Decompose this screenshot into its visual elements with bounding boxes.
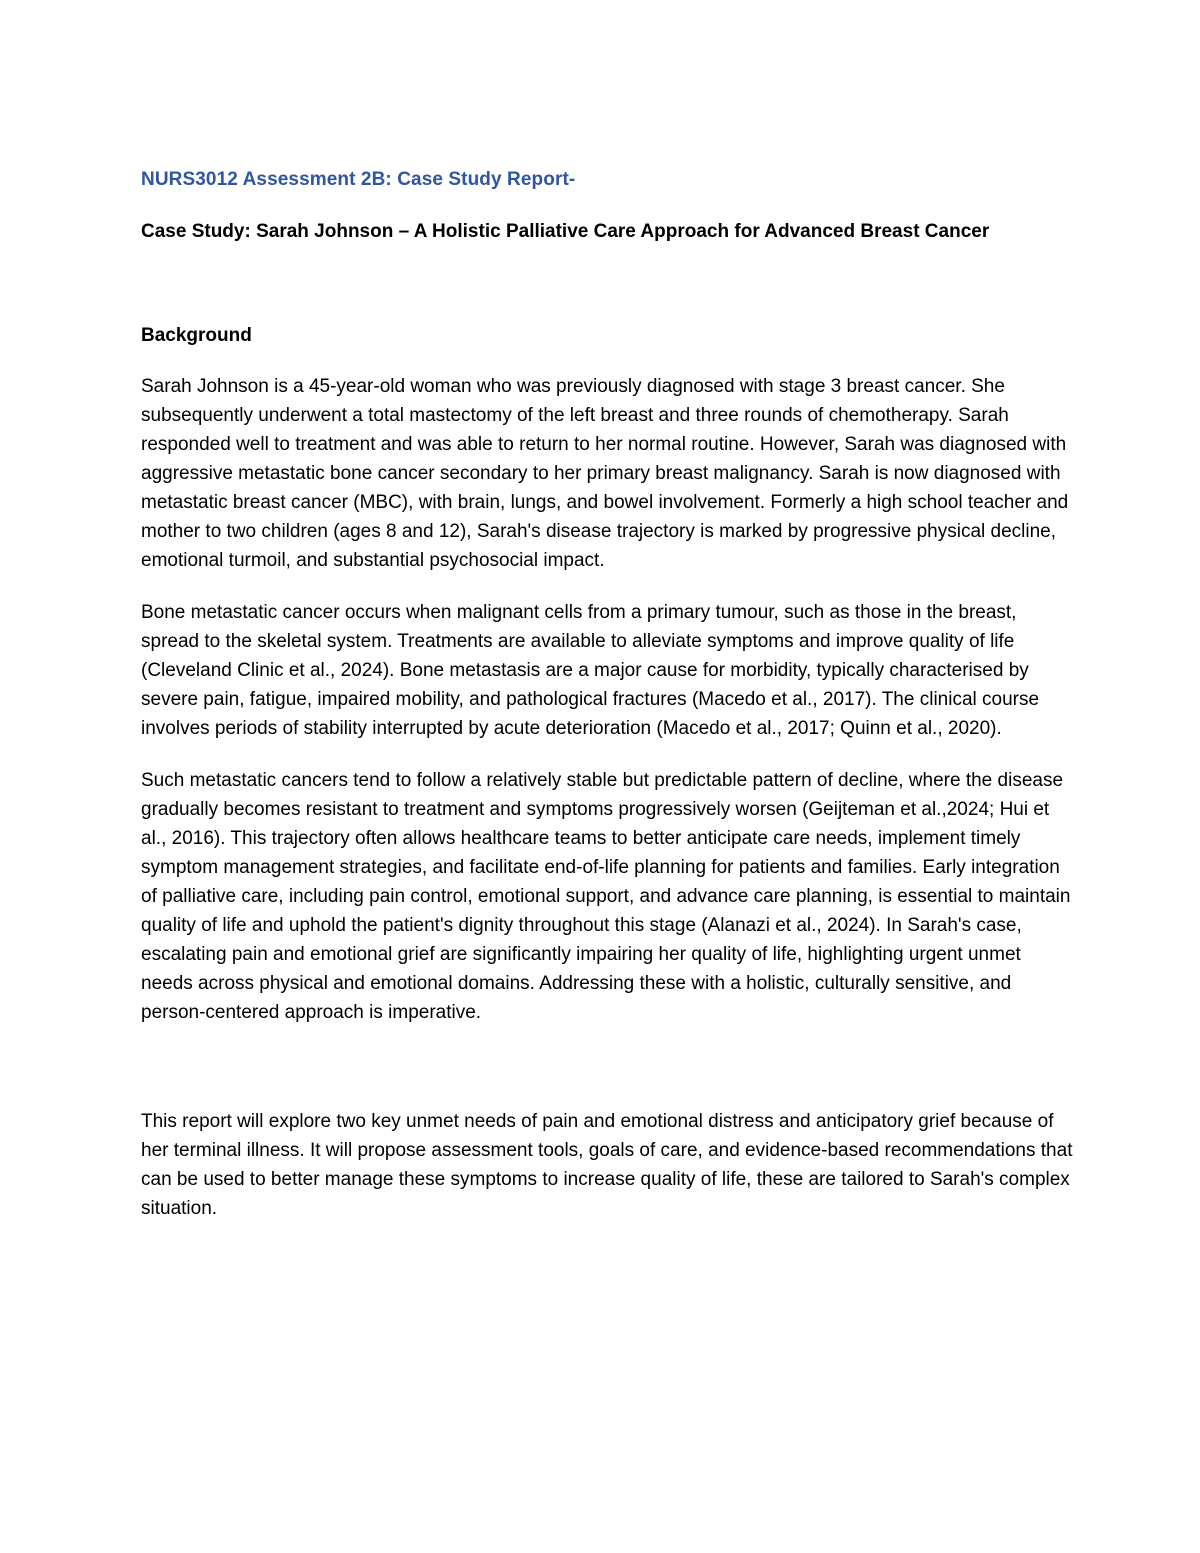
paragraph-2: Bone metastatic cancer occurs when malignant cells from a primary tumour, such as those in the breast, spread to the skeletal system. Treatments are available to alleviate symptoms and improve quality of life (Cleveland Clinic et al., 2024). Bone metastasis are a major cause for morbidity, typically characterised by severe pain, fatigue, impaired mobility, and pathological fractures (Macedo et al., 2017). The clinical course involves periods of stability interrupted by acute deterioration (Macedo et al., 2017; Quinn et al., 2020). — [141, 602, 1040, 739]
case-study-title: Case Study: Sarah Johnson – A Holistic Palliative Care Approach for Advanced Breast Cancer — [141, 221, 990, 242]
paragraph-4: This report will explore two key unmet needs of pain and emotional distress and anticipatory grief because of her terminal illness. It will propose assessment tools, goals of care, and evidence-based recommendations that can be used to better manage these symptoms to increase quality of life, these are tailored to Sarah's complex situation. — [141, 1111, 1073, 1219]
paragraph-3: Such metastatic cancers tend to follow a relatively stable but predictable pattern of decline, where the disease gradually becomes resistant to treatment and symptoms progressively worsen (Geijteman et al.,2024; Hui et al., 2016). This trajectory often allows healthcare teams to better anticipate care needs, implement timely symptom management strategies, and facilitate end-of-life planning for patients and families. Early integration of palliative care, including pain control, emotional support, and advance care planning, is essential to maintain quality of life and uphold the patient's dignity throughout this stage (Alanazi et al., 2024). In Sarah's case, escalating pain and emotional grief are significantly impairing her quality of life, highlighting urgent unmet needs across physical and emotional domains. Addressing these with a holistic, culturally sensitive, and person-centered approach is imperative. — [141, 770, 1071, 1023]
document-title: NURS3012 Assessment 2B: Case Study Report- — [141, 169, 576, 190]
paragraph-1: Sarah Johnson is a 45-year-old woman who was previously diagnosed with stage 3 breast cancer. She subsequently underwent a total mastectomy of the left breast and three rounds of chemotherapy. Sarah responded well to treatment and was able to return to her normal routine. However, Sarah was diagnosed with aggressive metastatic bone cancer secondary to her primary breast malignancy. Sarah is now diagnosed with metastatic breast cancer (MBC), with brain, lungs, and bowel involvement. Formerly a high school teacher and mother to two children (ages 8 and 12), Sarah's disease trajectory is marked by progressive physical decline, emotional turmoil, and substantial psychosocial impact. — [141, 376, 1069, 571]
document-body — [141, 166, 1076, 1223]
section-heading-background: Background — [141, 325, 252, 346]
